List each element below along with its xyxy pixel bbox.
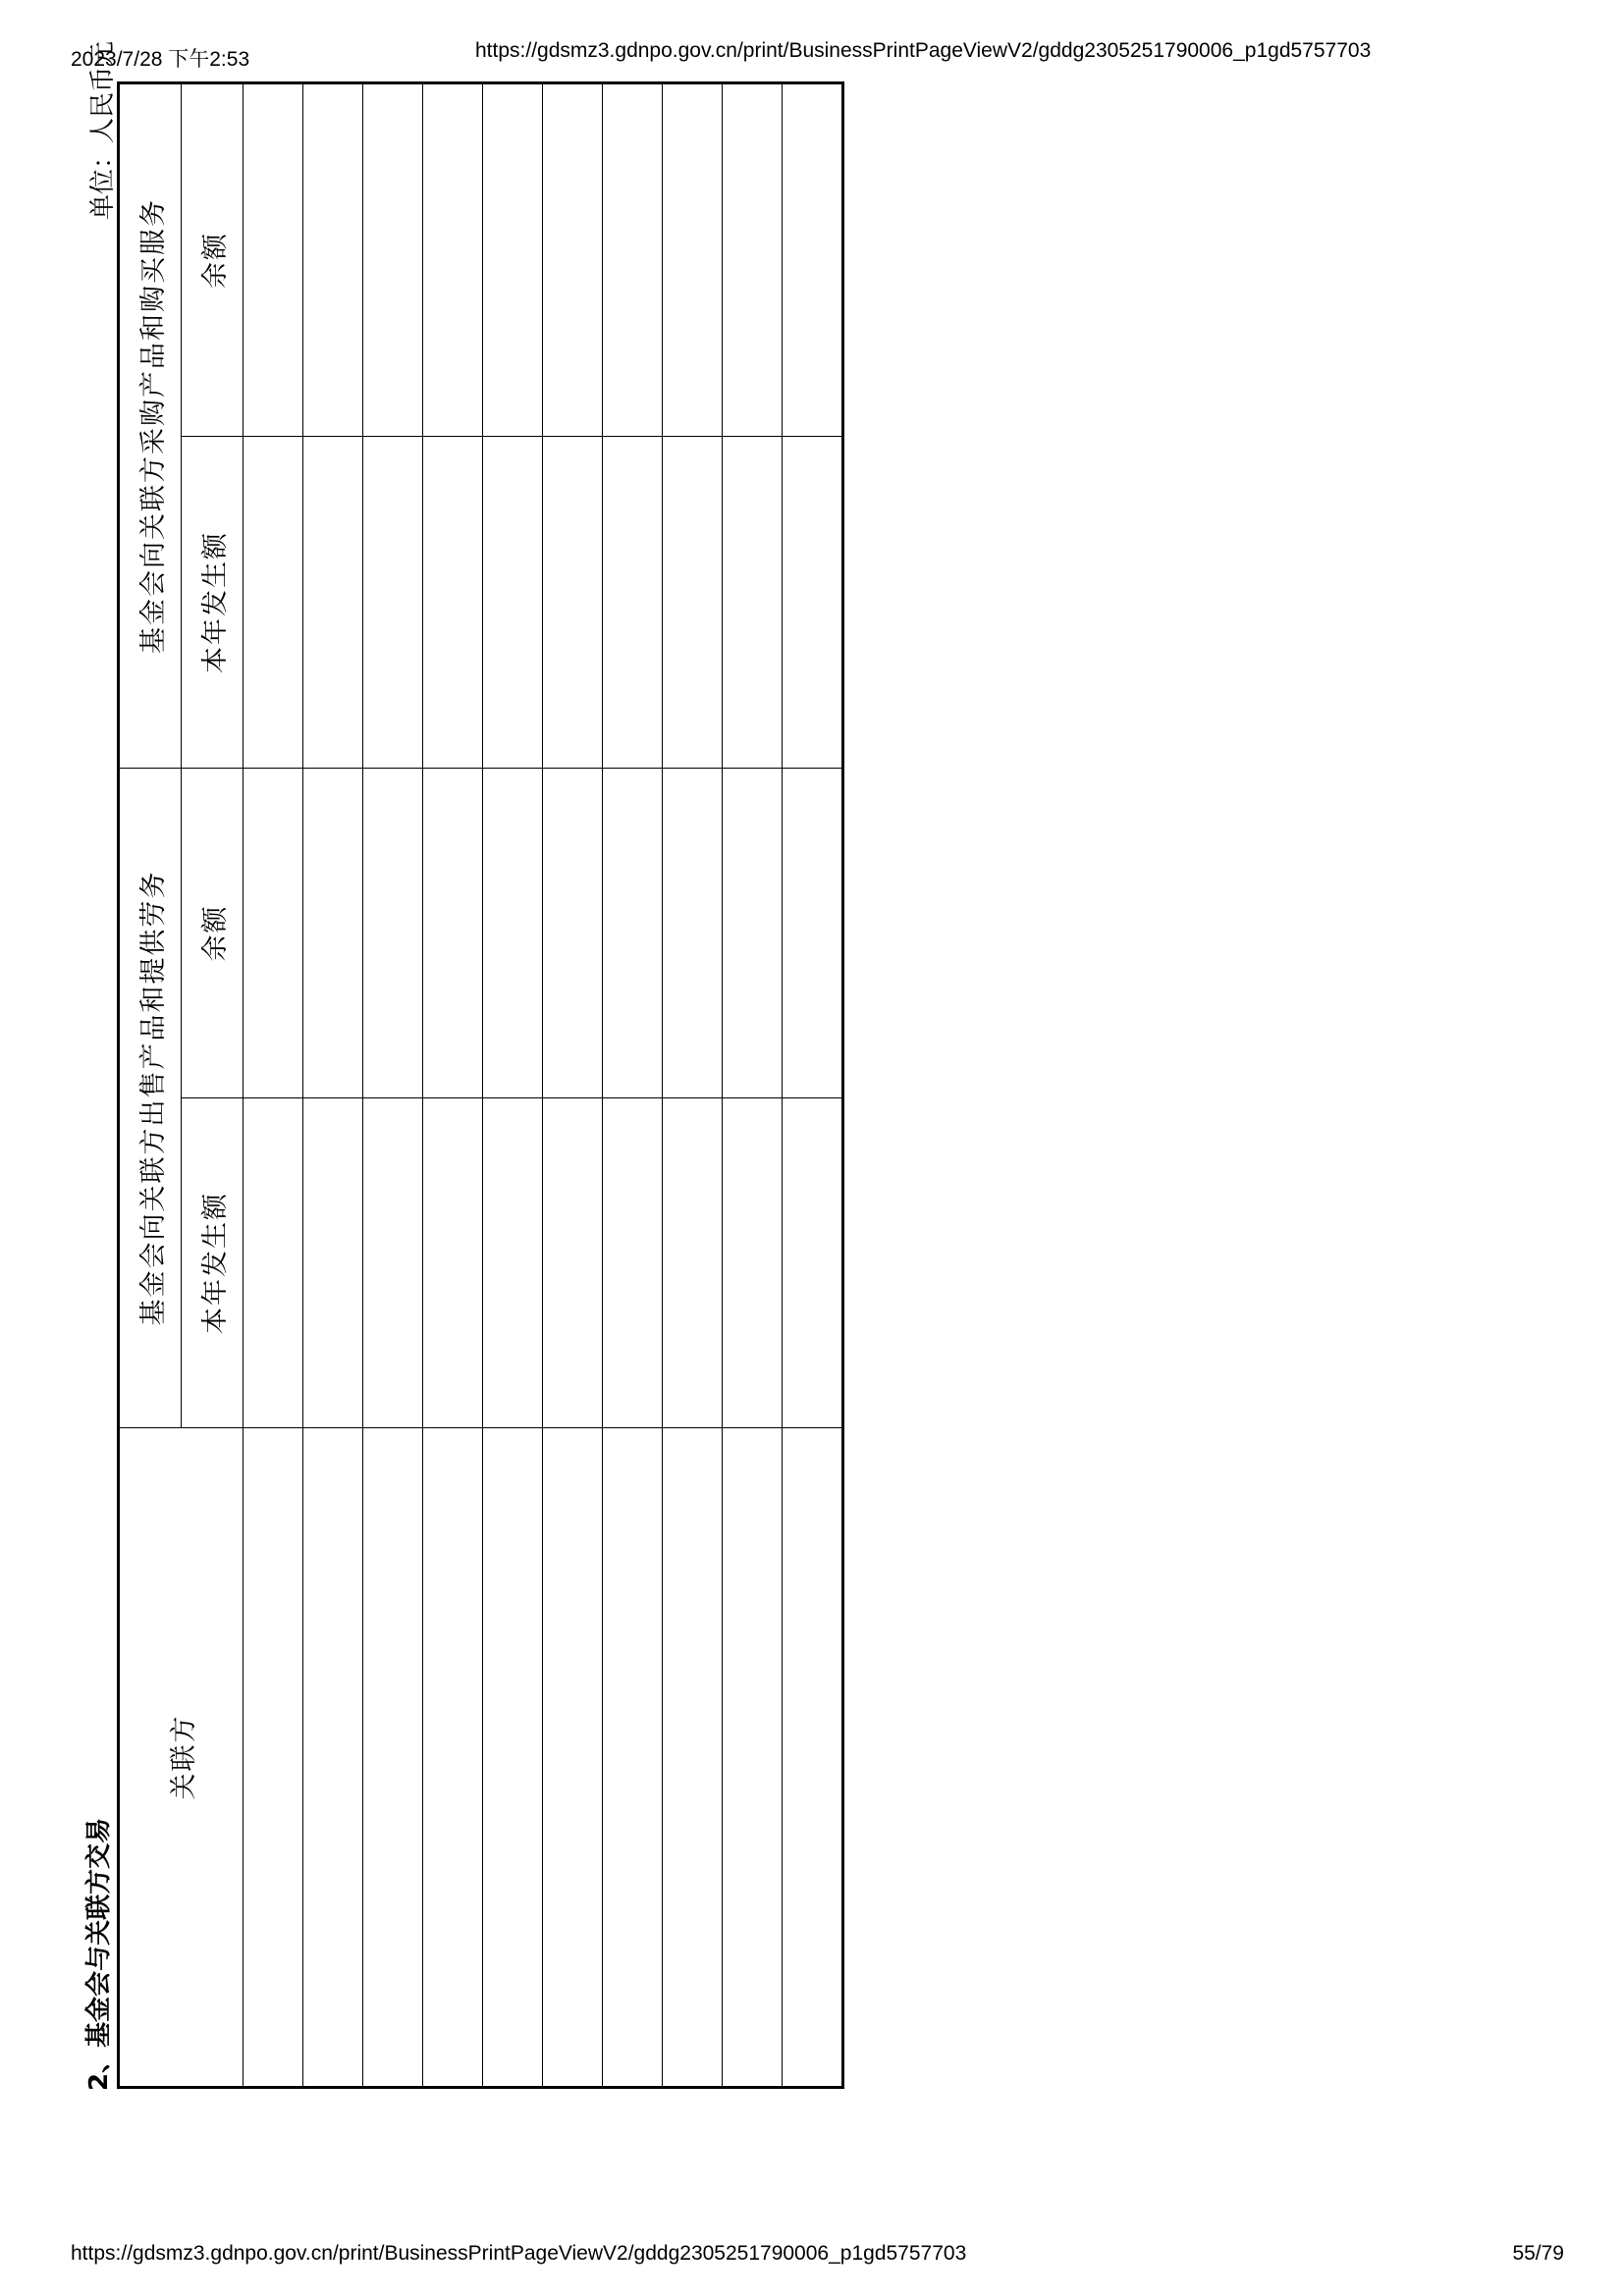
table-cell: [663, 1428, 723, 2088]
table-cell: [363, 1428, 423, 2088]
table-cell: [363, 83, 423, 437]
table-row: [723, 83, 783, 2088]
table-cell: [423, 1428, 483, 2088]
table-cell: [423, 1098, 483, 1428]
table-cell: [783, 1098, 843, 1428]
table-cell: [603, 769, 663, 1098]
print-datetime: 2023/7/28 下午2:53: [71, 48, 250, 71]
table-cell: [483, 1428, 543, 2088]
print-url-header: https://gdsmz3.gdnpo.gov.cn/print/BusinessPrintPageViewV2/gddg2305251790006_p1gd5757703: [475, 39, 1372, 62]
table-cell: [783, 437, 843, 769]
table-cell: [543, 437, 603, 769]
table-cell: [783, 83, 843, 437]
table-cell: [243, 769, 303, 1098]
table-cell: [243, 1428, 303, 2088]
table-cell: [243, 437, 303, 769]
table-cell: [663, 769, 723, 1098]
table-cell: [603, 1098, 663, 1428]
related-party-transactions-table: [117, 81, 844, 2089]
table-cell: [363, 769, 423, 1098]
table-cell: [543, 83, 603, 437]
table-cell: [783, 1428, 843, 2088]
table-cell: [303, 83, 363, 437]
table-cell: [423, 769, 483, 1098]
table-row: [783, 83, 843, 2088]
currency-unit: 单位：人民币元: [88, 41, 118, 221]
table-cell: [483, 437, 543, 769]
table-cell: [303, 769, 363, 1098]
table-cell: [543, 769, 603, 1098]
table-cell: [663, 437, 723, 769]
header-buy-balance: 余额: [182, 83, 243, 437]
table-cell: [243, 83, 303, 437]
header-sell-balance: 余额: [182, 769, 243, 1098]
print-url-footer: https://gdsmz3.gdnpo.gov.cn/print/BusinessPrintPageViewV2/gddg2305251790006_p1gd5757703: [71, 2242, 967, 2265]
table-cell: [423, 83, 483, 437]
table-row: [483, 83, 543, 2088]
table-cell: [783, 769, 843, 1098]
table-cell: [663, 1098, 723, 1428]
table-cell: [483, 1098, 543, 1428]
table-cell: [243, 1098, 303, 1428]
header-sell-to-related-party: 基金会向关联方出售产品和提供劳务: [119, 769, 182, 1428]
table-cell: [723, 437, 783, 769]
table-row: [303, 83, 363, 2088]
table-row: [363, 83, 423, 2088]
header-buy-from-related-party: 基金会向关联方采购产品和购买服务: [119, 83, 182, 769]
table-cell: [303, 1098, 363, 1428]
table-cell: [723, 1428, 783, 2088]
header-sell-current-amount: 本年发生额: [182, 1098, 243, 1428]
table-cell: [423, 437, 483, 769]
section-title: 2、基金会与关联方交易: [84, 1817, 114, 2091]
table-row: [663, 83, 723, 2088]
table-row: [543, 83, 603, 2088]
page-number: 55/79: [1512, 2242, 1564, 2265]
table-cell: [363, 1098, 423, 1428]
table-cell: [663, 83, 723, 437]
rotated-page-content: [0, 39, 785, 2120]
table-header-row: [119, 83, 182, 2088]
table-cell: [483, 769, 543, 1098]
table-row: [243, 83, 303, 2088]
header-related-party: 关联方: [119, 1428, 243, 2088]
table-cell: [303, 1428, 363, 2088]
table-cell: [543, 1428, 603, 2088]
table-cell: [483, 83, 543, 437]
table-cell: [723, 769, 783, 1098]
table-cell: [303, 437, 363, 769]
header-buy-current-amount: 本年发生额: [182, 437, 243, 769]
table-row: [423, 83, 483, 2088]
table-cell: [363, 437, 423, 769]
table-cell: [723, 83, 783, 437]
table-row: [603, 83, 663, 2088]
table-cell: [543, 1098, 603, 1428]
table-cell: [603, 1428, 663, 2088]
table-cell: [723, 1098, 783, 1428]
table-cell: [603, 83, 663, 437]
table-cell: [603, 437, 663, 769]
